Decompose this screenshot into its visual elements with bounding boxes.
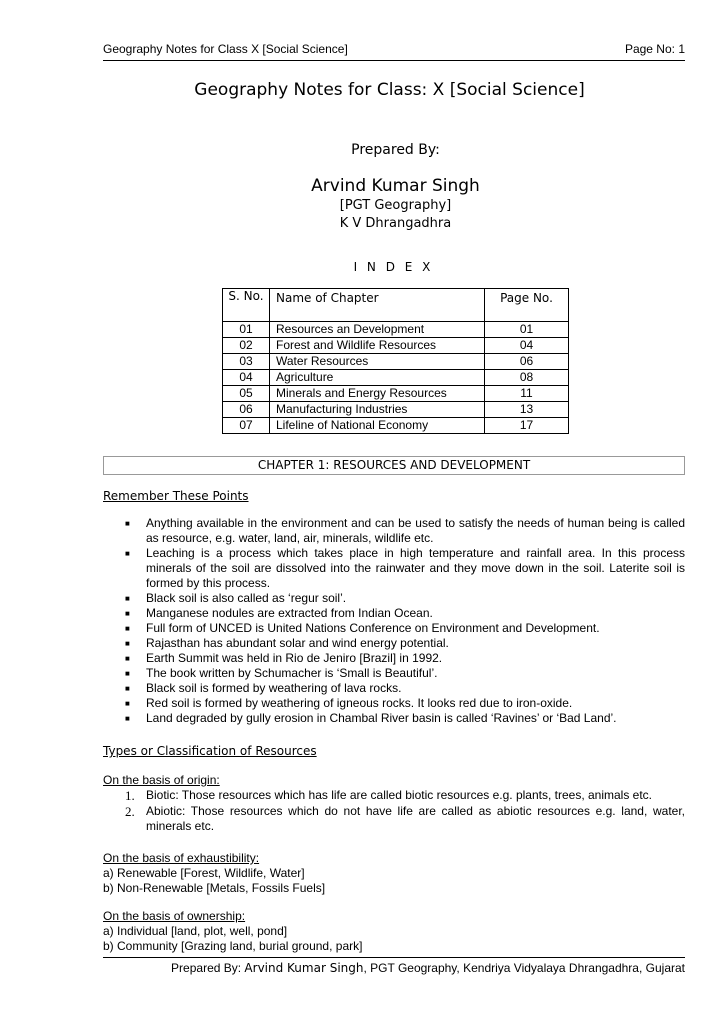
cell-chapter: Agriculture [270, 370, 485, 386]
footer-suffix: , PGT Geography, Kendriya Vidyalaya Dhrangadhra, Gujarat [363, 961, 685, 975]
cell-page: 08 [485, 370, 569, 386]
list-item [103, 788, 685, 803]
point-text: Red soil is formed by weathering of igneous rocks. It looks red due to iron-oxide. [146, 696, 573, 710]
table-row [223, 418, 569, 434]
list-item [103, 666, 685, 681]
cell-sno: 03 [223, 354, 270, 370]
list-item [103, 804, 685, 834]
cell-page: 13 [485, 402, 569, 418]
index-heading: I N D E X [353, 260, 434, 274]
cell-chapter: Lifeline of National Economy [270, 418, 485, 434]
cell-page: 04 [485, 338, 569, 354]
chapter-heading: CHAPTER 1: RESOURCES AND DEVELOPMENT [103, 456, 685, 475]
cell-chapter: Minerals and Energy Resources [270, 386, 485, 402]
bullet-icon: ■ [125, 594, 130, 603]
cell-sno: 02 [223, 338, 270, 354]
cell-sno: 04 [223, 370, 270, 386]
cell-chapter: Manufacturing Industries [270, 402, 485, 418]
point-text: Manganese nodules are extracted from Indian Ocean. [146, 606, 433, 620]
point-text: Rajasthan has abundant solar and wind energy potential. [146, 636, 449, 650]
ownership-item: b) Community [Grazing land, burial ground, park] [103, 939, 363, 953]
list-item [103, 651, 685, 666]
types-heading: Types or Classification of Resources [103, 744, 317, 758]
list-item [103, 711, 685, 726]
footer-author-name: Arvind Kumar Singh [244, 961, 364, 975]
point-text: The book written by Schumacher is ‘Small is Beautiful’. [146, 666, 438, 680]
list-item [103, 606, 685, 621]
point-text: Black soil is also called as ‘regur soil’. [146, 591, 347, 605]
col-chapter: Name of Chapter [270, 289, 485, 322]
bullet-icon: ■ [125, 609, 130, 618]
exhaustibility-item: b) Non-Renewable [Metals, Fossils Fuels] [103, 881, 326, 895]
cell-page: 01 [485, 322, 569, 338]
bullet-icon: ■ [125, 684, 130, 693]
bullet-icon: ■ [125, 654, 130, 663]
document-title: Geography Notes for Class: X [Social Science] [194, 80, 585, 100]
page-footer [103, 957, 685, 975]
cell-chapter: Forest and Wildlife Resources [270, 338, 485, 354]
origin-list [103, 788, 685, 835]
remember-points-list [103, 516, 685, 726]
cell-sno: 05 [223, 386, 270, 402]
footer-prefix: Prepared By: [171, 961, 245, 975]
cell-chapter: Water Resources [270, 354, 485, 370]
author-designation: [PGT Geography] [339, 198, 452, 213]
author-name: Arvind Kumar Singh [311, 176, 480, 196]
list-item [103, 621, 685, 636]
page-number: 1 [678, 42, 685, 56]
page-header [103, 42, 685, 61]
bullet-icon: ■ [125, 549, 130, 558]
author-school: K V Dhrangadhra [339, 216, 452, 231]
table-row [223, 338, 569, 354]
point-text: Land degraded by gully erosion in Chambal River basin is called ‘Ravines’ or ‘Bad Land’. [146, 711, 617, 725]
cell-page: 06 [485, 354, 569, 370]
table-row [223, 370, 569, 386]
index-header-row [223, 289, 569, 322]
list-item [103, 696, 685, 711]
bullet-icon: ■ [125, 624, 130, 633]
item-number: 1. [125, 788, 135, 803]
list-item [103, 591, 685, 606]
bullet-icon: ■ [125, 699, 130, 708]
cell-sno: 01 [223, 322, 270, 338]
cell-page: 11 [485, 386, 569, 402]
exhaustibility-label: On the basis of exhaustibility: [103, 851, 260, 865]
point-text: Full form of UNCED is United Nations Conference on Environment and Development. [146, 621, 600, 635]
list-item [103, 546, 685, 591]
bullet-icon: ■ [125, 639, 130, 648]
list-item [103, 636, 685, 651]
table-row [223, 402, 569, 418]
point-text: Black soil is formed by weathering of lava rocks. [146, 681, 402, 695]
remember-heading: Remember These Points [103, 489, 249, 503]
col-page: Page No. [485, 289, 569, 322]
ownership-item: a) Individual [land, plot, well, pond] [103, 924, 288, 938]
table-row [223, 322, 569, 338]
page-label: Page No: [624, 42, 679, 56]
header-title: Geography Notes for Class X [Social Science] [103, 42, 348, 56]
cell-chapter: Resources an Development [270, 322, 485, 338]
item-text: Abiotic: Those resources which do not have life are called as abiotic resources e.g. land, water, minerals etc. [146, 804, 685, 833]
item-text: Biotic: Those resources which has life are called biotic resources e.g. plants, trees, animals etc. [146, 788, 653, 802]
col-sno: S. No. [223, 289, 270, 322]
exhaustibility-item: a) Renewable [Forest, Wildlife, Water] [103, 866, 305, 880]
item-number: 2. [125, 804, 135, 819]
point-text: Earth Summit was held in Rio de Jeniro [Brazil] in 1992. [146, 651, 443, 665]
ownership-label: On the basis of ownership: [103, 909, 246, 923]
cell-sno: 06 [223, 402, 270, 418]
list-item [103, 516, 685, 546]
point-text: Anything available in the environment and can be used to satisfy the needs of human being is called as resource, e.g. water, land, air, minerals, wildlife etc. [146, 516, 685, 545]
table-row [223, 354, 569, 370]
prepared-by-label: Prepared By: [351, 142, 440, 158]
cell-sno: 07 [223, 418, 270, 434]
point-text: Leaching is a process which takes place in high temperature and rainfall area. In this process minerals of the soil are dissolved into the rainwater and they move down in the soil. Laterite soil is formed by this process. [146, 546, 685, 590]
list-item [103, 681, 685, 696]
bullet-icon: ■ [125, 519, 130, 528]
bullet-icon: ■ [125, 714, 130, 723]
cell-page: 17 [485, 418, 569, 434]
index-table [222, 288, 569, 434]
table-row [223, 386, 569, 402]
bullet-icon: ■ [125, 669, 130, 678]
header-page-number [625, 42, 685, 56]
origin-label: On the basis of origin: [103, 773, 220, 787]
